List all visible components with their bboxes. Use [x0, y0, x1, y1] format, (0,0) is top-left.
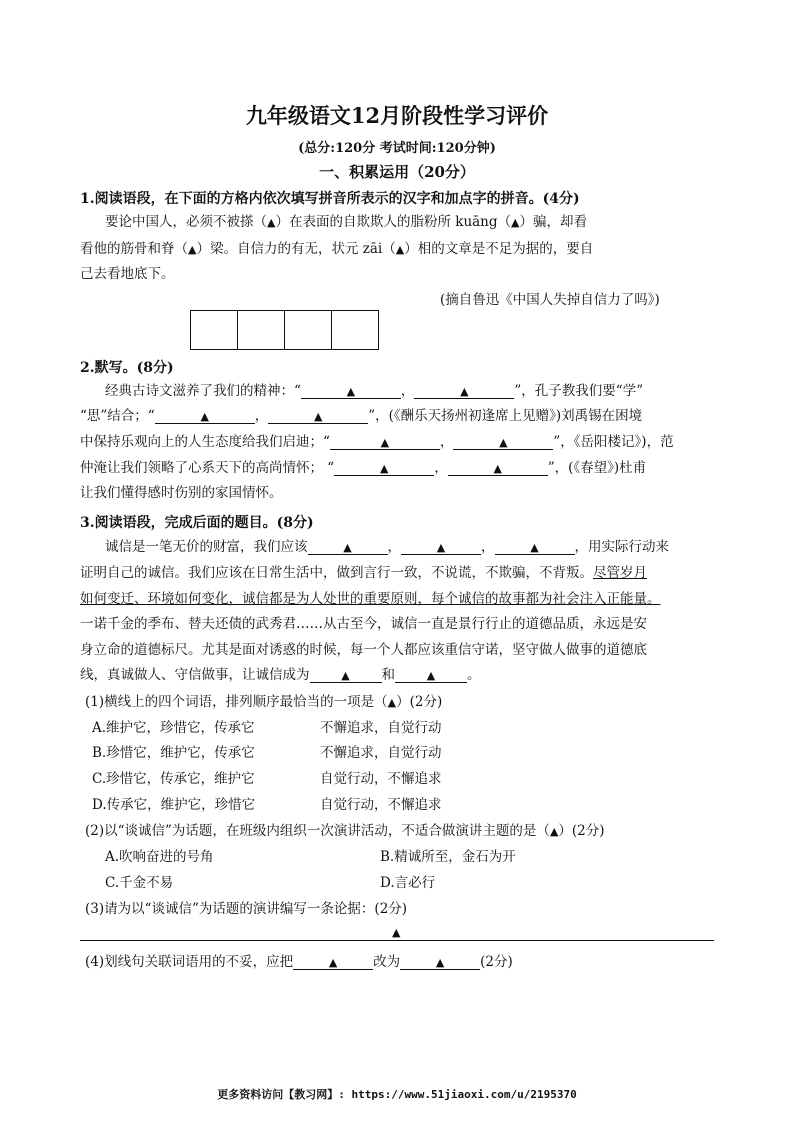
q3-sub1-option-d-right: 自觉行动，不懈追求 — [320, 797, 442, 813]
q2-text: ”，《岳阳楼记》)，范 — [553, 434, 674, 450]
answer-blank[interactable] — [330, 432, 440, 450]
q2-text: “思”结合；“ — [80, 408, 155, 424]
q2-text: ， — [434, 460, 448, 476]
answer-marker: ▲ — [511, 216, 520, 229]
q2-line-3 — [80, 432, 674, 452]
answer-box-3[interactable] — [285, 311, 332, 349]
answer-marker: ▲ — [328, 956, 338, 969]
answer-marker: ▲ — [392, 926, 401, 939]
answer-blank[interactable] — [310, 665, 382, 683]
answer-marker: ▲ — [343, 541, 352, 554]
q1-text: 要论中国人，必须不被搽（ — [105, 214, 267, 230]
q2-line-1 — [105, 381, 643, 401]
q2-line-5: 让我们懂得感时伤别的家国情怀。 — [80, 485, 283, 501]
q3-passage-line-1 — [105, 537, 669, 557]
q1-text: ）在表面的自欺欺人的脂粉所 kuāng（ — [275, 214, 512, 230]
q3-sub4-stem — [85, 952, 513, 972]
q3-passage-line-5: 身立命的道德标尺。尤其是面对诱惑的时候，每一个人都应该重信守诺，坚守做人做事的道德底 — [80, 642, 647, 658]
answer-blank[interactable] — [268, 406, 368, 424]
answer-marker: ▲ — [493, 462, 502, 475]
q3-sub1-option-c-left[interactable]: C.珍惜它，传承它，维护它 — [92, 771, 255, 787]
answer-marker: ▲ — [395, 243, 405, 256]
answer-blank[interactable] — [414, 381, 514, 399]
q2-text: ， — [439, 434, 454, 450]
q1-passage-line-3: 己去看地底下。 — [80, 266, 175, 282]
q3-sub1-stem — [85, 692, 442, 713]
q3-sub2-option-c[interactable]: C.千金不易 — [105, 875, 174, 891]
q3-sub1-option-a-right: 不懈追求，自觉行动 — [320, 720, 442, 736]
answer-grid — [190, 310, 379, 350]
q3-sub1-option-d-left[interactable]: D.传承它，维护它，珍惜它 — [92, 797, 256, 813]
answer-marker: ▲ — [379, 462, 389, 475]
answer-blank[interactable] — [293, 952, 373, 970]
q2-text: 经典古诗文滋养了我们的精神：“ — [105, 383, 301, 399]
answer-marker: ▲ — [426, 669, 436, 682]
q3-passage-line-4: 一诺千金的季布、替夫还债的武秀君……从古至今，诚信一直是景行行止的道德品质，永远是安 — [80, 616, 647, 632]
q2-text: 仲淹让我们领略了心系天下的高尚情怀； “ — [80, 460, 335, 476]
footer-link[interactable]: 更多资料访问【教习网】: https://www.51jiaoxi.com/u/2195370 — [217, 1088, 577, 1101]
answer-marker: ▲ — [387, 696, 397, 709]
q3-passage-line-6 — [80, 665, 481, 685]
q3-passage-line-2 — [80, 563, 647, 583]
answer-marker: ▲ — [346, 385, 356, 398]
q1-passage-line-2 — [80, 239, 593, 260]
q3-sub1-option-c-right: 自觉行动，不懈追求 — [320, 771, 442, 787]
q3-sub1-option-b-left[interactable]: B.珍惜它，维护它，传承它 — [92, 745, 255, 761]
answer-marker: ▲ — [188, 243, 197, 256]
q3-sub2-stem — [85, 821, 605, 842]
q3-text: ， — [387, 539, 401, 555]
q3-text: ）(2分) — [558, 823, 605, 839]
q2-text: ”，(《春望》)杜甫 — [547, 460, 647, 476]
answer-blank[interactable] — [401, 537, 481, 555]
q3-underlined-sentence: 尽管岁月 — [593, 565, 647, 581]
q1-text: 看他的筋骨和脊（ — [80, 241, 188, 257]
q2-line-2 — [80, 406, 642, 426]
answer-blank[interactable] — [308, 537, 388, 555]
answer-marker: ▲ — [313, 410, 323, 423]
answer-marker: ▲ — [549, 825, 559, 838]
q3-text: (2分) — [480, 954, 513, 970]
answer-blank[interactable] — [301, 381, 401, 399]
q3-sub1-option-b-right: 不懈追求，自觉行动 — [320, 745, 442, 761]
answer-blank[interactable] — [448, 458, 548, 476]
answer-blank[interactable] — [155, 406, 255, 424]
answer-blank[interactable] — [395, 665, 467, 683]
q3-text: 诚信是一笔无价的财富，我们应该 — [105, 539, 308, 555]
answer-marker: ▲ — [499, 436, 508, 449]
q3-text: ，用实际行动来 — [574, 539, 669, 555]
q3-text: 。 — [467, 667, 481, 683]
q1-text: ）相的文章是不足为据的，要自 — [404, 241, 594, 257]
q3-sub2-option-a[interactable]: A.吹响奋进的号角 — [105, 849, 214, 865]
q3-underlined-sentence: 如何变迁、环境如何变化，诚信都是为人处世的重要原则，每个诚信的故事都为社会注入正能量。 — [80, 591, 661, 607]
q3-text: ）(2分) — [396, 694, 443, 710]
answer-blank[interactable] — [453, 432, 553, 450]
answer-marker: ▲ — [200, 410, 209, 423]
answer-marker: ▲ — [460, 385, 469, 398]
answer-marker: ▲ — [267, 216, 276, 229]
q3-text: (2)以“谈诚信”为话题，在班级内组织一次演讲活动，不适合做演讲主题的是（ — [85, 823, 550, 839]
exam-subtitle: (总分:120分 考试时间:120分钟) — [298, 141, 496, 156]
q3-text: 证明自己的诚信。我们应该在日常生活中，做到言行一致，不说谎，不欺骗，不背叛。 — [80, 565, 593, 581]
q1-text: ）骗，却看 — [519, 214, 587, 230]
q3-text: ， — [481, 539, 495, 555]
q3-text: 改为 — [373, 954, 401, 970]
q3-text: 和 — [381, 667, 395, 683]
q1-passage-line-1 — [105, 212, 587, 233]
q2-text: 中保持乐观向上的人生态度给我们启迪；“ — [80, 434, 330, 450]
q3-sub3-stem: (3)请为以“谈诚信”为话题的演讲编写一条论据：(2分) — [85, 901, 408, 917]
answer-marker: ▲ — [436, 541, 446, 554]
q2-text: ”，孔子教我们要“学” — [514, 383, 644, 399]
q2-line-4 — [80, 458, 646, 478]
q3-sub2-option-d[interactable]: D.言必行 — [380, 875, 436, 891]
answer-box-4[interactable] — [332, 311, 378, 349]
answer-box-1[interactable] — [191, 311, 238, 349]
answer-box-2[interactable] — [238, 311, 285, 349]
answer-line[interactable] — [80, 940, 714, 941]
answer-marker: ▲ — [435, 956, 445, 969]
answer-marker: ▲ — [530, 541, 539, 554]
question-1-heading: 1.阅读语段，在下面的方格内依次填写拼音所表示的汉字和加点字的拼音。(4分) — [80, 191, 580, 207]
section-heading: 一、积累运用（20分） — [319, 163, 475, 181]
question-2-heading: 2.默写。(8分) — [80, 360, 174, 376]
q3-sub1-option-a-left[interactable]: A.维护它，珍惜它，传承它 — [92, 720, 255, 736]
q1-text: ）梁。自信力的有无，状元 zāi（ — [196, 241, 396, 257]
q2-text: ， — [254, 408, 269, 424]
answer-blank[interactable] — [495, 537, 575, 555]
q2-text: ”，(《酬乐天扬州初逢席上见赠》)刘禹锡在困境 — [368, 408, 643, 424]
q3-text: 线，真诚做人、守信做事，让诚信成为 — [80, 667, 310, 683]
answer-blank[interactable] — [334, 458, 434, 476]
q2-text: ， — [400, 383, 415, 399]
question-3-heading: 3.阅读语段，完成后面的题目。(8分) — [80, 515, 314, 531]
answer-marker: ▲ — [380, 436, 390, 449]
q3-text: (1)横线上的四个词语，排列顺序最恰当的一项是（ — [85, 694, 388, 710]
q1-source: (摘自鲁迅《中国人失掉自信力了吗》) — [440, 292, 660, 308]
answer-blank[interactable] — [400, 952, 480, 970]
q3-text: (4)划线句关联词语用的不妥，应把 — [85, 954, 294, 970]
exam-title: 九年级语文12月阶段性学习评价 — [245, 103, 549, 128]
q3-sub2-option-b[interactable]: B.精诚所至，金石为开 — [380, 849, 516, 865]
answer-marker: ▲ — [341, 669, 350, 682]
